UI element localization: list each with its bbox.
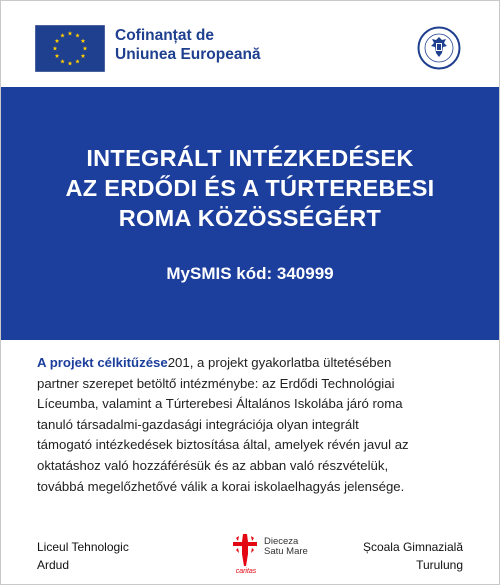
project-description (37, 353, 467, 497)
description-line (37, 456, 467, 477)
title-banner (1, 87, 499, 340)
title-line-2: AZ ERDŐDI ÉS A TÚRTEREBESI (65, 175, 435, 201)
description-line-text: Líceumba, valamint a Túrterebesi Általános Iskolába járó roma (37, 396, 403, 412)
description-line (37, 415, 467, 436)
description-line-text: támogató intézkedések biztosítása által, amelyek révén javul az (37, 437, 409, 453)
description-lead: A projekt célkitűzése (37, 355, 168, 370)
eu-flag-icon (35, 25, 105, 72)
description-line-text: oktatáshoz való hozzáférésük és az abban való részvételük, (37, 457, 389, 473)
eu-line-1: Cofinanțat de (115, 27, 215, 44)
caritas-brand: caritas (235, 568, 257, 575)
title-line-3: ROMA KÖZÖSSÉGÉRT (118, 205, 382, 231)
caritas-diocese (264, 537, 308, 557)
romanian-government-seal-icon (417, 26, 461, 70)
partner-right-line-1: Școala Gimnazială (362, 540, 463, 554)
partner-left-line-1: Liceul Tehnologic (37, 540, 129, 554)
partner-right (363, 538, 463, 574)
eu-line-2: Uniunea Europeană (115, 46, 261, 63)
description-line-text: tanuló társadalmi-gazdasági integrációja olyan integrált (37, 416, 359, 432)
header (1, 1, 499, 85)
description-line (37, 435, 467, 456)
project-title (1, 143, 499, 233)
description-line-text: továbbá megelőzhetővé válik a korai iskolaelhagyás jelensége. (37, 478, 405, 494)
description-line (37, 374, 467, 395)
description-line-text: 201, a projekt gyakorlatba ültetésében (167, 355, 392, 370)
caritas-logo (230, 532, 310, 576)
description-line (37, 353, 467, 374)
caritas-line-1: Dieceza (264, 536, 299, 547)
caritas-cross-icon (230, 532, 260, 568)
partner-left (37, 538, 129, 574)
description-line-text: partner szerepet betöltő intézménybe: az Erdődi Technológiai (37, 375, 395, 391)
partner-left-line-2: Ardud (37, 558, 70, 572)
description-line (37, 394, 467, 415)
eu-cofinancing-text (115, 26, 261, 64)
description-line (37, 477, 467, 498)
mysmis-code: MySMIS kód: 340999 (166, 264, 334, 283)
caritas-line-2: Satu Mare (264, 546, 308, 557)
partner-right-line-2: Turulung (416, 558, 463, 572)
title-line-1: INTEGRÁLT INTÉZKEDÉSEK (86, 145, 414, 171)
